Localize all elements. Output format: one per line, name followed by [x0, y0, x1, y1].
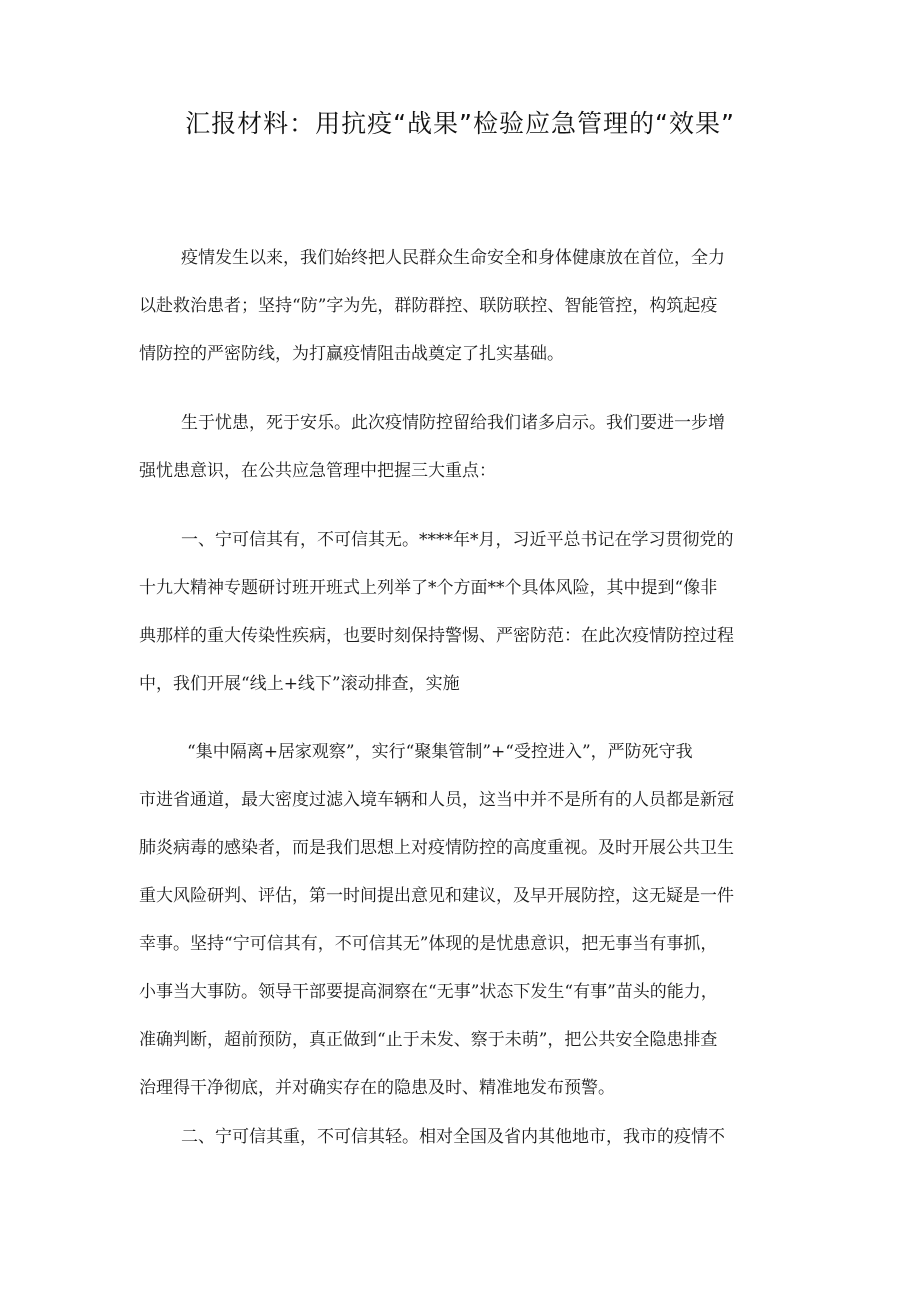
- paragraph-enlightenment: [139, 399, 789, 495]
- paragraph-line: 准确判断，超前预防，真正做到“止于未发、察于未萌”，把公共安全隐患排查: [139, 1030, 718, 1050]
- paragraph-line: 十九大精神专题研讨班开班式上列举了*个方面**个具体风险，其中提到“像非: [139, 578, 718, 598]
- paragraph-line: 中，我们开展“线上+线下”滚动排查，实施: [139, 674, 460, 694]
- paragraph-intro: [139, 234, 789, 378]
- paragraph-line: 市进省通道，最大密度过滤入境车辆和人员，这当中并不是所有的人员都是新冠: [139, 790, 734, 810]
- paragraph-point-one-continued: [139, 728, 789, 1112]
- paragraph-point-two: [139, 1113, 789, 1161]
- paragraph-line: 二、宁可信其重，不可信其轻。相对全国及省内其他地市，我市的疫情不: [181, 1127, 725, 1147]
- paragraph-line: “集中隔离+居家观察”，实行“聚集管制”+“受控进入”，严防死守我: [187, 742, 693, 762]
- paragraph-line: 典那样的重大传染性疾病，也要时刻保持警惕、严密防范：在此次疫情防控过程: [139, 626, 734, 646]
- paragraph-line: 以赴救治患者；坚持“防”字为先，群防群控、联防联控、智能管控，构筑起疫: [139, 296, 718, 316]
- paragraph-line: 疫情发生以来，我们始终把人民群众生命安全和身体健康放在首位，全力: [181, 248, 725, 268]
- paragraph-line: 肺炎病毒的感染者，而是我们思想上对疫情防控的高度重视。及时开展公共卫生: [139, 838, 734, 858]
- paragraph-line: 生于忧患，死于安乐。此次疫情防控留给我们诸多启示。我们要进一步增: [181, 413, 725, 433]
- paragraph-line: 治理得干净彻底，并对确实存在的隐患及时、精准地发布预警。: [139, 1078, 615, 1098]
- paragraph-point-one: [139, 516, 789, 708]
- paragraph-line: 情防控的严密防线，为打赢疫情阻击战奠定了扎实基础。: [139, 344, 564, 364]
- paragraph-line: 重大风险研判、评估，第一时间提出意见和建议，及早开展防控，这无疑是一件: [139, 886, 734, 906]
- paragraph-line: 小事当大事防。领导干部要提高洞察在“无事”状态下发生“有事”苗头的能力，: [139, 982, 718, 1002]
- document-title: 汇报材料：用抗疫“战果”检验应急管理的“效果”: [185, 109, 735, 138]
- paragraph-line: 强忧患意识，在公共应急管理中把握三大重点：: [139, 461, 496, 481]
- paragraph-line: 一、宁可信其有，不可信其无。****年*月，习近平总书记在学习贯彻党的: [181, 530, 734, 550]
- paragraph-line: 幸事。坚持“宁可信其有，不可信其无”体现的是忧患意识，把无事当有事抓，: [139, 934, 718, 954]
